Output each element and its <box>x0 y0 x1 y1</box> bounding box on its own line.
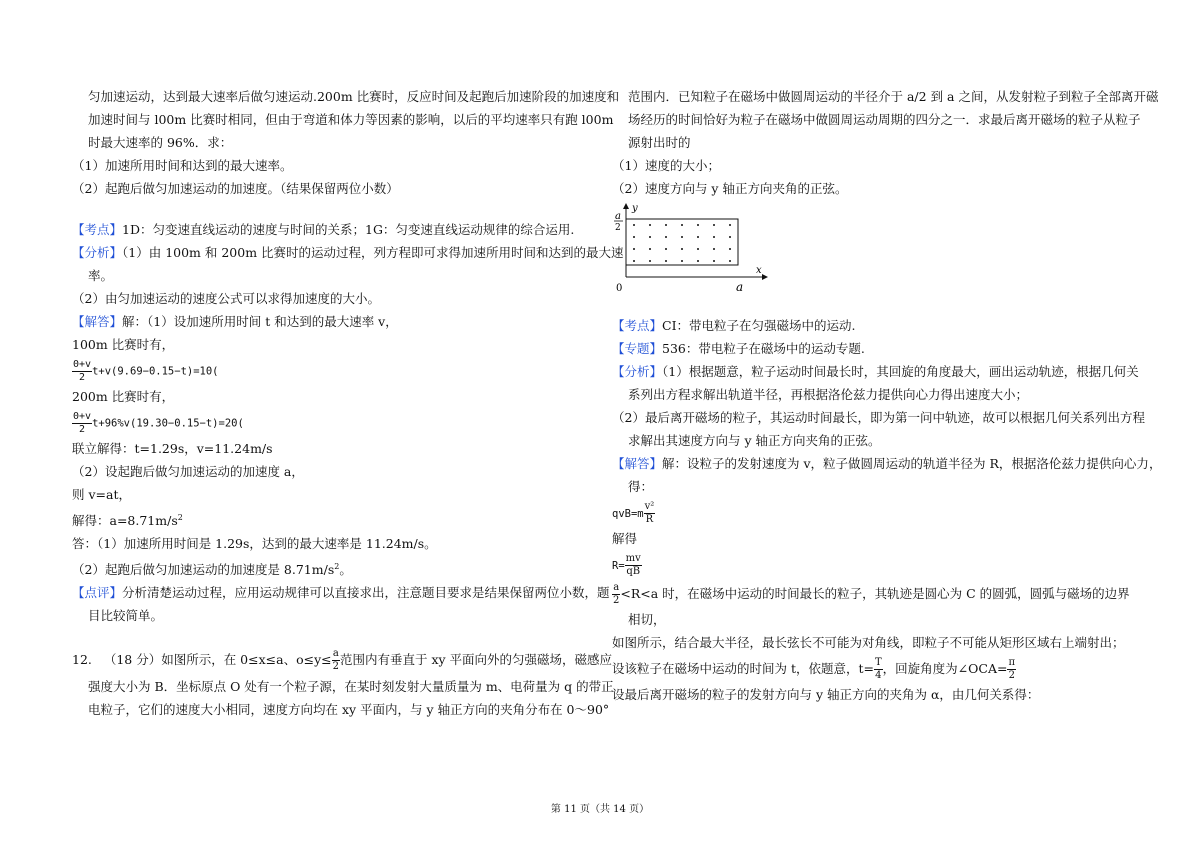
right-question-1: （1）速度的大小； <box>612 158 720 173</box>
field-dot <box>633 236 635 238</box>
intro-line-1: 匀加速运动，达到最大速率后做匀速运动.200m 比赛时，反应时间及起跑后加速阶段的加速度和 <box>88 89 620 104</box>
equation-100m <box>72 359 592 384</box>
field-dot <box>665 236 667 238</box>
page-footer: 第 11 页（共 14 页） <box>550 804 650 815</box>
dianping-tag: 【点评】 <box>72 585 123 601</box>
race-100-line: 100m 比赛时有， <box>72 337 175 352</box>
zhuanti-text: 536：带电粒子在磁场中的运动专题. <box>662 341 865 356</box>
right-question-2: （2）速度方向与 y 轴正方向夹角的正弦。 <box>612 181 848 196</box>
right-column <box>612 88 1162 709</box>
field-dot <box>681 248 683 250</box>
field-dot <box>729 260 731 262</box>
right-kaodian-line <box>612 317 1132 335</box>
solve-line-1: 联立解得：t=1.29s，v=11.24m/s <box>72 441 273 456</box>
dianping-text-a: 分析清楚运动过程，应用运动规律可以直接求出，注意题目要求是结果保留两位小数，题 <box>122 585 610 601</box>
intro-line-2: 加速时间与 l00m 比赛时相同，但由于弯道和体力等因素的影响，以后的平均速率只有跑 l00m <box>88 112 614 127</box>
field-dot <box>713 236 715 238</box>
fenxi-tag: 【分析】 <box>72 245 123 260</box>
question-number: 12. <box>72 652 92 668</box>
dianping-line <box>72 584 610 602</box>
right-jieda-line: 【解答】解：设粒子的发射速度为 v，粒子做圆周运动的轨道半径为 R，根据洛伦兹力提供向心力， <box>612 456 1162 471</box>
field-dot <box>697 236 699 238</box>
jieda-tag: 【解答】 <box>612 456 663 471</box>
equation-rest: t+v(9.69−0.15−t)=10( <box>92 365 219 378</box>
fraction: $\frac{0+v}{2}$ <box>73 359 92 383</box>
kaodian-tag: 【考点】 <box>612 318 663 333</box>
kaodian-text: 1D：匀变速直线运动的速度与时间的关系；1G：匀变速直线运动规律的综合运用. <box>122 222 575 237</box>
fraction: $\frac{0+v}{2}$ <box>73 411 92 435</box>
field-dot <box>729 236 731 238</box>
field-dot <box>681 236 683 238</box>
fraction: $\frac{T}{4}$ <box>875 657 882 681</box>
fenxi-line-1 <box>72 244 624 262</box>
fraction: $\frac{mv}{qB}$ <box>625 553 641 577</box>
field-dot <box>649 248 651 250</box>
field-dot <box>665 260 667 262</box>
field-dot <box>681 224 683 226</box>
magnetic-field-figure <box>612 203 772 293</box>
y-axis-label: y <box>632 203 638 214</box>
field-dot <box>633 248 635 250</box>
equation-r: R= $\frac{mv}{qB}$ <box>612 553 641 577</box>
right-zhuanti-line <box>612 340 1132 358</box>
field-dot <box>665 224 667 226</box>
field-dot <box>665 248 667 250</box>
kaodian-text: CI：带电粒子在匀强磁场中的运动. <box>662 318 856 333</box>
dianping-line-b: 目比较简单。 <box>88 608 164 624</box>
equation-200m <box>72 411 592 436</box>
solve-line-2: 解得：$a=8.71m/s^2$ <box>72 513 183 529</box>
field-dot <box>633 224 635 226</box>
field-dot <box>729 248 731 250</box>
fraction: $\frac{a}{2}$ <box>332 648 339 673</box>
jieda-line <box>72 313 592 331</box>
field-dot <box>729 224 731 226</box>
left-column <box>72 88 624 724</box>
intro-line-3: 时最大速率的 96%．求： <box>88 135 233 150</box>
equation-rest: t+96%v(19.30−0.15−t)=20( <box>92 417 244 430</box>
field-dot <box>649 260 651 262</box>
a-over-2-num: a <box>615 211 621 222</box>
field-dot <box>713 260 715 262</box>
right-line-2: 场经历的时间恰好为粒子在磁场中做圆周运动周期的四分之一．求最后离开磁场的粒子从粒子 <box>628 112 1141 127</box>
part-2-line: （2）设起跑后做匀加速运动的加速度 a， <box>72 464 304 479</box>
question-12-line-1: 12. （18 分）如图所示，在 0≤x≤a、o≤y≤ $\frac{a}{2}$ 范围内有垂直于 xy 平面向外的匀强磁场，磁感应 <box>72 648 613 673</box>
field-dot <box>633 260 635 262</box>
answer-line-2: （2）起跑后做匀加速运动的加速度是 $8.71m/s^2$。 <box>72 562 352 578</box>
question-12-line-2: 强度大小为 B．坐标原点 O 处有一个粒子源，在某时刻发射大量质量为 m、电荷量为 q 的带正 <box>88 679 614 695</box>
field-dot <box>649 224 651 226</box>
jiede-line: 解得 <box>612 531 638 546</box>
fraction: $\frac{\pi}{2}$ <box>1008 657 1016 681</box>
question-1: （1）加速所用时间和达到的最大速率。 <box>72 158 293 173</box>
then-line: 则 v=at， <box>72 487 131 502</box>
jieda-text: 解：（1）设加速所用时间 t 和达到的最大速率 v， <box>122 314 398 329</box>
a-label: a <box>736 280 744 293</box>
right-fenxi-line-2b: 求解出其速度方向与 y 轴正方向夹角的正弦。 <box>628 433 881 448</box>
figure-note-line: 如图所示，结合最大半径，最长弦长不可能为对角线，即粒子不可能从矩形区域右上端射出； <box>612 635 1125 650</box>
right-line-1: 范围内．已知粒子在磁场中做圆周运动的半径介于 a/2 到 a 之间，从发射粒子到粒子全部离开磁 <box>628 89 1159 104</box>
zhuanti-tag: 【专题】 <box>612 341 663 356</box>
field-dot <box>713 248 715 250</box>
right-jieda-line-b: 得： <box>628 479 654 494</box>
kaodian-tag: 【考点】 <box>72 222 123 237</box>
field-dot <box>697 224 699 226</box>
field-dot <box>713 224 715 226</box>
field-dot <box>681 260 683 262</box>
fenxi-line-2: （2）由匀加速运动的速度公式可以求得加速度的大小。 <box>72 291 380 306</box>
time-line: 设该粒子在磁场中运动的时间为 t，依题意，t= $\frac{T}{4}$ ，回旋角度为∠OCA= $\frac{\pi}{2}$ <box>612 657 1016 681</box>
x-axis-arrow <box>762 274 768 280</box>
right-line-3: 源射出时的 <box>628 135 691 150</box>
last-line: 设最后离开磁场的粒子的发射方向与 y 轴正方向的夹角为 α，由几何关系得： <box>612 687 1040 702</box>
right-fenxi-line-2a: （2）最后离开磁场的粒子，其运动时间最长，即为第一问中轨迹，故可以根据几何关系列出方程 <box>612 410 1145 425</box>
y-axis-arrow <box>623 203 629 209</box>
question-12-line-3: 电粒子，它们的速度大小相同，速度方向均在 xy 平面内，与 y 轴正方向的夹角分布在 0～90° <box>88 702 610 718</box>
condition-line-b: 相切， <box>628 612 666 627</box>
jieda-tag: 【解答】 <box>72 314 123 329</box>
fenxi-text-1a: （1）由 100m 和 200m 比赛时的运动过程，列方程即可求得加速所用时间和达到的最大速 <box>122 245 624 260</box>
answer-line-1: 答：（1）加速所用时间是 1.29s，达到的最大速率是 11.24m/s。 <box>72 536 437 552</box>
field-dots <box>633 224 731 262</box>
right-fenxi-line-1: 【分析】（1）根据题意，粒子运动时间最长时，其回旋的角度最大，画出运动轨迹，根据几何关 <box>612 364 1139 379</box>
equation-qvb: qvB=m $\frac{\text{v²}}{R}$ <box>612 501 655 525</box>
fraction: $\frac{a}{2}$ <box>613 582 620 606</box>
field-dot <box>697 248 699 250</box>
right-fenxi-line-1b: 系列出方程求解出轨道半径，再根据洛伦兹力提供向心力得出速度大小； <box>628 387 1029 402</box>
fenxi-tag: 【分析】 <box>612 364 663 379</box>
field-dot <box>697 260 699 262</box>
race-200-line: 200m 比赛时有， <box>72 389 175 404</box>
origin-label: 0 <box>616 283 623 293</box>
fraction: $\frac{\text{v²}}{R}$ <box>644 501 655 525</box>
field-dot <box>649 236 651 238</box>
condition-line: $\frac{a}{2}$ <R<a 时，在磁场中运动的时间最长的粒子，其轨迹是圆心为 C 的圆弧，圆弧与磁场的边界 <box>613 582 1130 606</box>
a-over-2-den: 2 <box>615 223 621 233</box>
kaodian-line <box>72 221 592 239</box>
fenxi-line-1b: 率。 <box>88 268 114 283</box>
question-2: （2）起跑后做匀加速运动的加速度。（结果保留两位小数） <box>72 181 399 196</box>
x-axis-label: x <box>756 265 762 276</box>
